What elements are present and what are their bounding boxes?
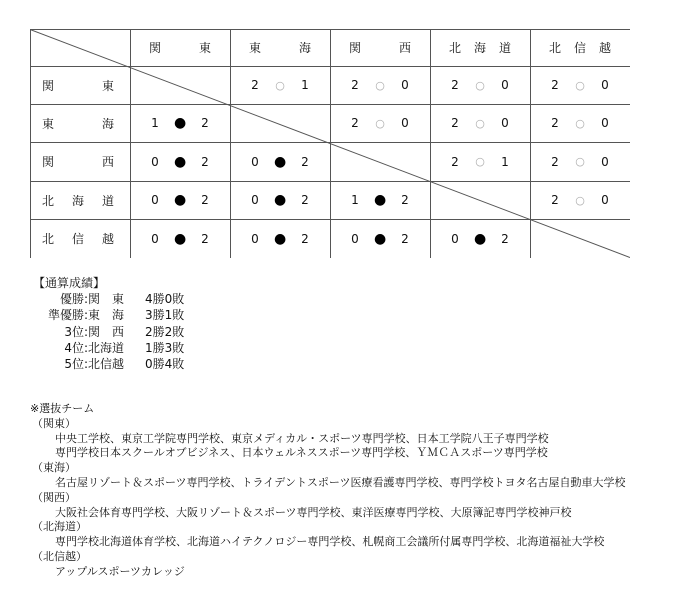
row-header-kansai [30, 142, 130, 181]
score-cell [130, 219, 230, 258]
summary-record: 0勝4敗 [145, 357, 185, 372]
score-own: 2 [451, 116, 459, 130]
score-opponent: 2 [301, 231, 309, 246]
row-header-hokkaido [30, 181, 130, 219]
score-own: 2 [251, 78, 259, 92]
score-own: 0 [251, 231, 259, 246]
score-cell [530, 142, 630, 181]
score-own: 2 [351, 78, 359, 92]
score-opponent: 2 [501, 231, 509, 246]
summary-row [33, 307, 184, 323]
result-mark: ● [374, 230, 387, 247]
row-header-char: 海 [101, 116, 114, 131]
score-cell [530, 181, 630, 219]
row-header-char: 道 [101, 193, 114, 208]
summary-row [33, 356, 184, 372]
row-header-char: 関 [42, 78, 55, 93]
result-mark: ○ [575, 193, 585, 207]
summary-rank: 準優勝: [47, 308, 88, 323]
score-cell [430, 66, 530, 104]
score-own: 1 [351, 193, 359, 207]
result-mark: ○ [575, 155, 585, 168]
result-mark: ○ [375, 116, 385, 130]
row-header-char: 海 [71, 193, 84, 208]
col-header-hokkaido [430, 29, 530, 66]
summary-team: 関 西 [88, 324, 125, 339]
score-own: 2 [551, 116, 559, 130]
col-header-char: 道 [498, 41, 511, 55]
result-mark: ○ [275, 78, 285, 92]
score-cell [230, 181, 330, 219]
score-cell [330, 104, 430, 142]
region-name: （東海） [32, 461, 76, 475]
result-mark: ● [174, 153, 187, 170]
score-opponent: 2 [201, 231, 209, 246]
selection-title: ※選抜チーム [30, 402, 95, 415]
score-opponent: 2 [201, 154, 209, 169]
col-header-char: 越 [598, 41, 611, 55]
col-header-kansai [330, 29, 430, 66]
summary-record: 2勝2敗 [145, 324, 185, 339]
score-cell [130, 181, 230, 219]
score-opponent: 0 [601, 116, 609, 130]
score-own: 0 [251, 193, 259, 207]
score-opponent: 0 [401, 78, 409, 92]
score-opponent: 2 [301, 154, 309, 169]
col-header-char: 信 [573, 41, 586, 55]
region-name: （北信越） [32, 549, 87, 563]
region-name: （北海道） [32, 520, 87, 534]
row-header-char: 越 [101, 232, 114, 246]
score-opponent: 0 [401, 116, 409, 130]
row-header-char: 東 [42, 116, 55, 131]
col-header-kanto [130, 29, 230, 66]
result-mark: ○ [475, 116, 485, 130]
row-header-char: 信 [71, 232, 84, 246]
school-list: 中央工学校、東京工学院専門学校、東京メディカル・スポーツ専門学校、日本工学院八王子専門学校 [55, 431, 549, 445]
row-header-tokai [30, 104, 130, 142]
score-opponent: 2 [301, 193, 309, 207]
result-mark: ● [174, 230, 187, 247]
score-opponent: 1 [301, 78, 309, 92]
score-own: 0 [151, 231, 159, 246]
col-header-char: 関 [149, 41, 162, 55]
score-cell [330, 66, 430, 104]
score-own: 2 [451, 154, 459, 169]
result-mark: ● [274, 153, 287, 170]
score-own: 2 [551, 154, 559, 169]
selection-teams [30, 402, 625, 580]
summary-rank: 4位: [64, 340, 88, 355]
results-table [30, 29, 630, 258]
score-own: 1 [151, 116, 159, 130]
score-own: 0 [351, 231, 359, 246]
score-opponent: 2 [401, 231, 409, 246]
score-cell [430, 104, 530, 142]
summary-record: 1勝3敗 [145, 340, 185, 355]
summary-rank: 3位: [64, 324, 88, 339]
school-list: 名古屋リゾート＆スポーツ専門学校、トライデントスポーツ医療看護専門学校、専門学校トヨタ名古屋自動車大学校 [55, 475, 626, 489]
result-mark: ● [274, 230, 287, 247]
col-header-char: 東 [249, 41, 262, 55]
score-cell [230, 66, 330, 104]
score-cell [230, 142, 330, 181]
col-header-char: 海 [473, 41, 486, 55]
col-header-tokai [230, 29, 330, 66]
col-header-char: 東 [198, 41, 211, 55]
score-own: 0 [151, 193, 159, 207]
region-name: （関西） [32, 490, 76, 504]
summary-rank: 5位: [64, 357, 88, 372]
col-header-char: 北 [549, 41, 562, 55]
score-opponent: 0 [501, 116, 509, 130]
summary-record: 4勝0敗 [145, 292, 185, 307]
school-list: アップルスポーツカレッジ [55, 564, 185, 578]
result-mark: ○ [475, 78, 485, 92]
row-header-char: 関 [42, 155, 55, 169]
score-cell [330, 219, 430, 258]
row-header-char: 東 [101, 78, 114, 93]
score-cell [530, 66, 630, 104]
school-list: 専門学校北海道体育学校、北海道ハイテクノロジー専門学校、札幌商工会議所付属専門学校、北海道福祉大学校 [55, 535, 605, 549]
summary-team: 東 海 [88, 308, 125, 323]
summary-team: 北信越 [88, 357, 125, 372]
score-cell [530, 104, 630, 142]
score-own: 2 [451, 78, 459, 92]
summary-rank: 優勝: [59, 292, 88, 307]
col-header-char: 関 [349, 41, 362, 55]
result-mark: ○ [575, 116, 585, 130]
score-opponent: 2 [201, 116, 209, 130]
summary-record: 3勝1敗 [145, 308, 185, 323]
result-mark: ● [174, 115, 187, 131]
col-header-hokushinetsu [530, 29, 630, 66]
result-mark: ○ [475, 155, 485, 168]
result-mark: ○ [575, 78, 585, 92]
result-mark: ● [474, 230, 487, 247]
score-opponent: 0 [601, 193, 609, 207]
result-mark: ● [274, 192, 287, 208]
result-mark: ○ [375, 78, 385, 92]
score-opponent: 0 [601, 78, 609, 92]
col-header-char: 西 [398, 41, 411, 55]
row-header-char: 北 [42, 232, 55, 246]
row-header-hokushinetsu [30, 219, 130, 258]
score-opponent: 1 [501, 154, 509, 169]
col-header-char: 海 [298, 41, 311, 55]
summary-team: 北海道 [88, 340, 125, 355]
summary-title: 【通算成績】 [33, 276, 106, 290]
score-cell [430, 219, 530, 258]
overall-results [33, 275, 184, 372]
col-header-char: 北 [449, 41, 462, 55]
row-header-char: 西 [101, 155, 114, 169]
score-own: 0 [151, 154, 159, 169]
score-cell [130, 142, 230, 181]
region-name: （関東） [32, 416, 76, 430]
summary-row [33, 340, 184, 356]
row-header-kanto [30, 66, 130, 104]
summary-row [33, 324, 184, 340]
score-own: 2 [551, 193, 559, 207]
score-opponent: 2 [401, 193, 409, 207]
score-own: 2 [351, 116, 359, 130]
score-opponent: 0 [501, 78, 509, 92]
score-own: 2 [551, 78, 559, 92]
result-mark: ● [174, 192, 187, 208]
result-mark: ● [374, 192, 387, 208]
score-cell [330, 181, 430, 219]
summary-row [33, 291, 184, 307]
row-header-char: 北 [42, 193, 55, 208]
score-opponent: 0 [601, 154, 609, 169]
summary-team: 関 東 [88, 292, 125, 307]
score-cell [230, 219, 330, 258]
school-list: 専門学校日本スクールオブビジネス、日本ウェルネススポーツ専門学校、ＹＭＣＡスポーツ専門学校 [55, 446, 548, 460]
score-own: 0 [451, 231, 459, 246]
score-cell [130, 104, 230, 142]
score-cell [430, 142, 530, 181]
score-opponent: 2 [201, 193, 209, 207]
school-list: 大阪社会体育専門学校、大阪リゾート＆スポーツ専門学校、東洋医療専門学校、大原簿記専門学校神戸校 [55, 505, 572, 519]
score-own: 0 [251, 154, 259, 169]
